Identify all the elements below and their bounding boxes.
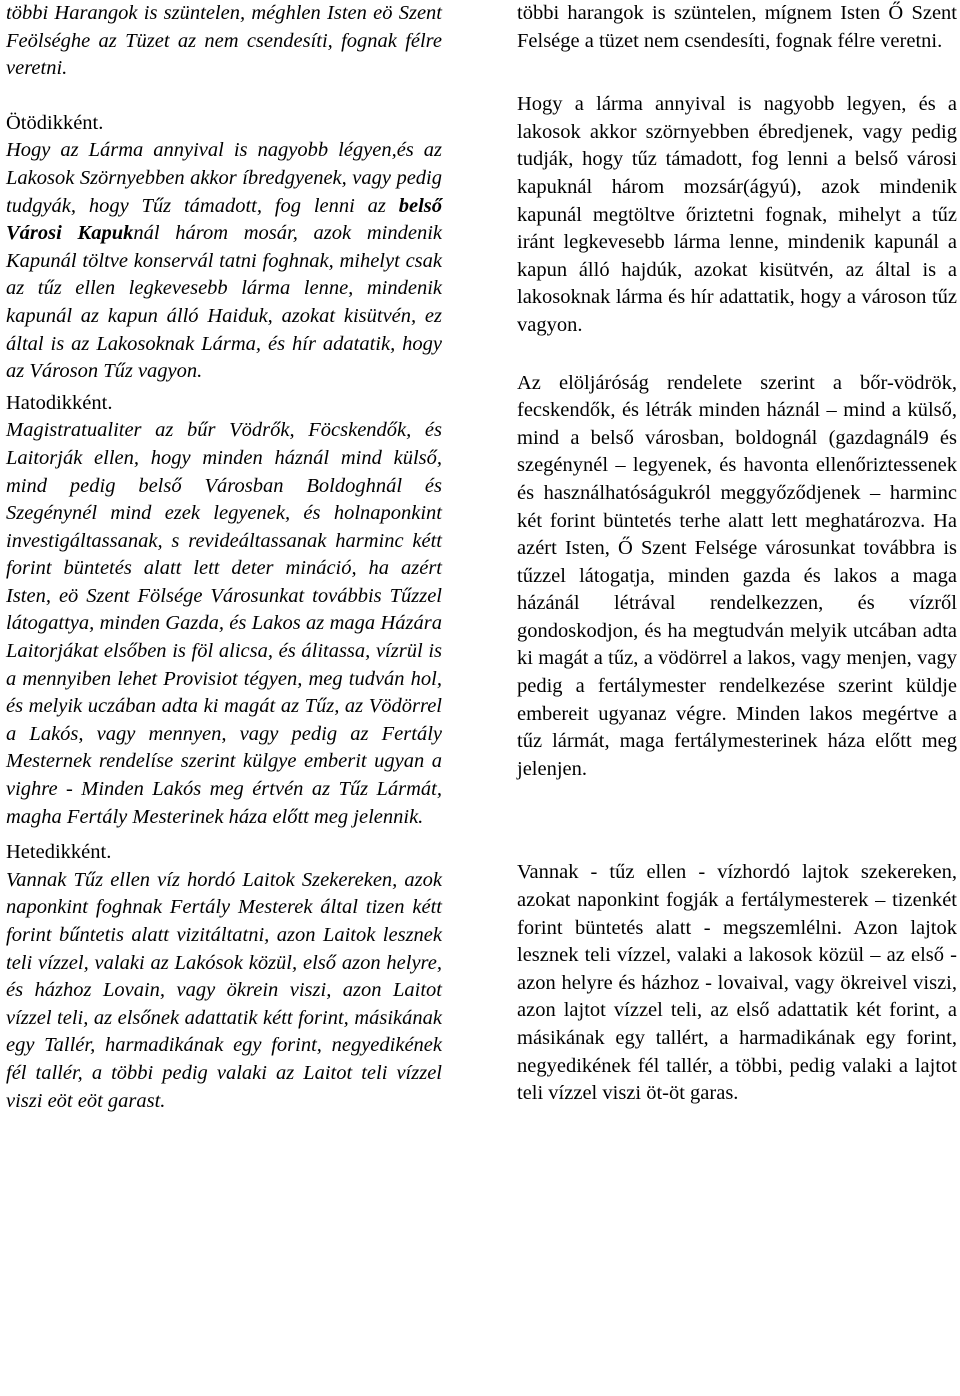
modern-intro: többi harangok is szüntelen, mígnem Isten Ő Szent Felsége a tüzet nem csendesíti, fognak félre veretni. <box>517 2 957 52</box>
original-heading-5: Ötödikként. <box>6 111 104 134</box>
modern-paragraph-5: Hogy a lárma annyival is nagyobb legyen, és a lakosok akkor szörnyebben ébredjenek, vagy pedig tudják, hogy tűz támadott, fog lenni a belső városi kapuknál három mozsár(ágyú), azok mindenik kapunál megtöltve őriztetni fognak, mihelyt a tűz iránt legkevesebb lárma lenne, mindenik kapunál a kapun álló hajdúk, azokat kisütvén, az által is a lakosoknak lárma és hír adattatik, hogy a városon tűz vagyon. <box>517 93 957 336</box>
modern-paragraph-6: Az elöljáróság rendelete szerint a bőr-vödrök, fecskendők, és létrák minden háznál – mind a külső, mind a belső városban, boldognál (gazdagnál9 és szegénynél – legyenek, és havonta ellenőriztessenek és használhatóságukról meggyőződjenek – harminc két forint büntetés terhe alatt lett meghatározva. Ha azért Isten, Ő Szent Felsége városunkat továbbra is tűzzel látogatja, minden gazda és lakos a maga házánál létrával rendelkezzen, és vízről gondoskodjon, és ha megtudván melyik utcában adta ki magát a tűz, a vödörrel a lakos, vagy menjen, vagy pedig a fertálymester rendelkezése szerint küldje embereit ugyanaz végre. Minden lakos megértve a tűz lármát, maga fertálymesterinek háza előtt meg jelenjen. <box>517 371 957 780</box>
original-paragraph-5 <box>6 137 442 385</box>
original-heading-7: Hetedikként. <box>6 841 112 864</box>
original-paragraph-7: Vannak Tűz ellen víz hordó Laitok Szekereken, azok naponkint foghnak Fertály Mesterek által tizen kétt forint bűntetis alatt vizitáltatni, azon Laitok lesznek teli vízzel, valaki az Lakósok közül, első azon helyre, és házhoz Lovain, vagy ökrein viszi, azon Laitot vízzel teli, az elsőnek adattatik kétt forint, másikának egy Tallér, harmadikának egy forint, negyedikének fél tallér, a többi pedig valaki az Laitot teli vízzel viszi eöt eöt garast. <box>6 868 442 1112</box>
original-heading-6: Hatodikként. <box>6 391 113 414</box>
original-paragraph-5-a: Hogy az Lárma annyival is nagyobb légyen,és az Lakosok Szörnyebben akkor íbredgyenek, vagy pedig tudgyák, hogy Tűz támadott, fog lenni az <box>6 139 442 217</box>
original-text-column <box>6 0 442 1115</box>
original-paragraph-5-bold: belső Városi Kapuk <box>6 194 442 245</box>
original-intro: többi Harangok is szüntelen, méghlen Isten eö Szent Feölséghe az Tüzet az nem csendesíti, fognak félre veretni. <box>6 2 442 80</box>
modern-paragraph-7: Vannak - tűz ellen - vízhordó lajtok szekereken, azokat naponkint fogják a fertálymesterek – tizenkét forint büntetés alatt - megszemlélni. Azon lajtok lesznek teli vízzel, valaki a lakosok közül – az első - azon helyre és házhoz - lovaival, vagy ökreivel viszi, azon lajtot vízzel teli, az első adattatik két forint, a másikának egy tallért, a harmadikának egy forint, negyedikének fél tallér, a többi, pedig valaki a lajtot teli vízzel viszi öt-öt garas. <box>517 861 957 1105</box>
modern-text-column <box>517 0 957 1108</box>
original-paragraph-6: Magistratualiter az bűr Vödrők, Föcskendők, és Laitorják ellen, hogy minden háznál mind külső, mind pedig belső Városban Boldoghnál és Szegénynél mind ezek legyenek, és holnaponkint investigáltassanak, s revideáltassanak harminc kétt forint büntetés alatt lett deter mináció, ha azért Isten, eö Szent Fölsége Városunkat továbbis Tűzzel látogattya, minden Gazda, és Lakos az maga Házára Laitorjákat elsőben is föl alicsa, és álitassa, vízrül is a mennyiben lehet Provisiot tégyen, meg tudván hol, és melyik uczában adta ki magát az Tűz, az Vödörrel a Lakós, vagy mennyen, vagy pedig az Fertály Mesternek rendelíse szerint külgye emberit ugyan a vighre - Minden Lakós meg értvén az Tűz Lármát, magha Fertály Mesterinek háza előtt meg jelennik. <box>6 419 442 828</box>
original-paragraph-5-b: nál három mosár, azok mindenik Kapunál töltve konservál tatni foghnak, mihelyt csak az tűz ellen legkevesebb lárma lenne, mindenik kapunál az kapun álló Haiduk, azokat kisütvén, ez által is az Lakosoknak Lárma, és hír adatatik, hogy az Városon Tűz vagyon. <box>6 222 442 383</box>
